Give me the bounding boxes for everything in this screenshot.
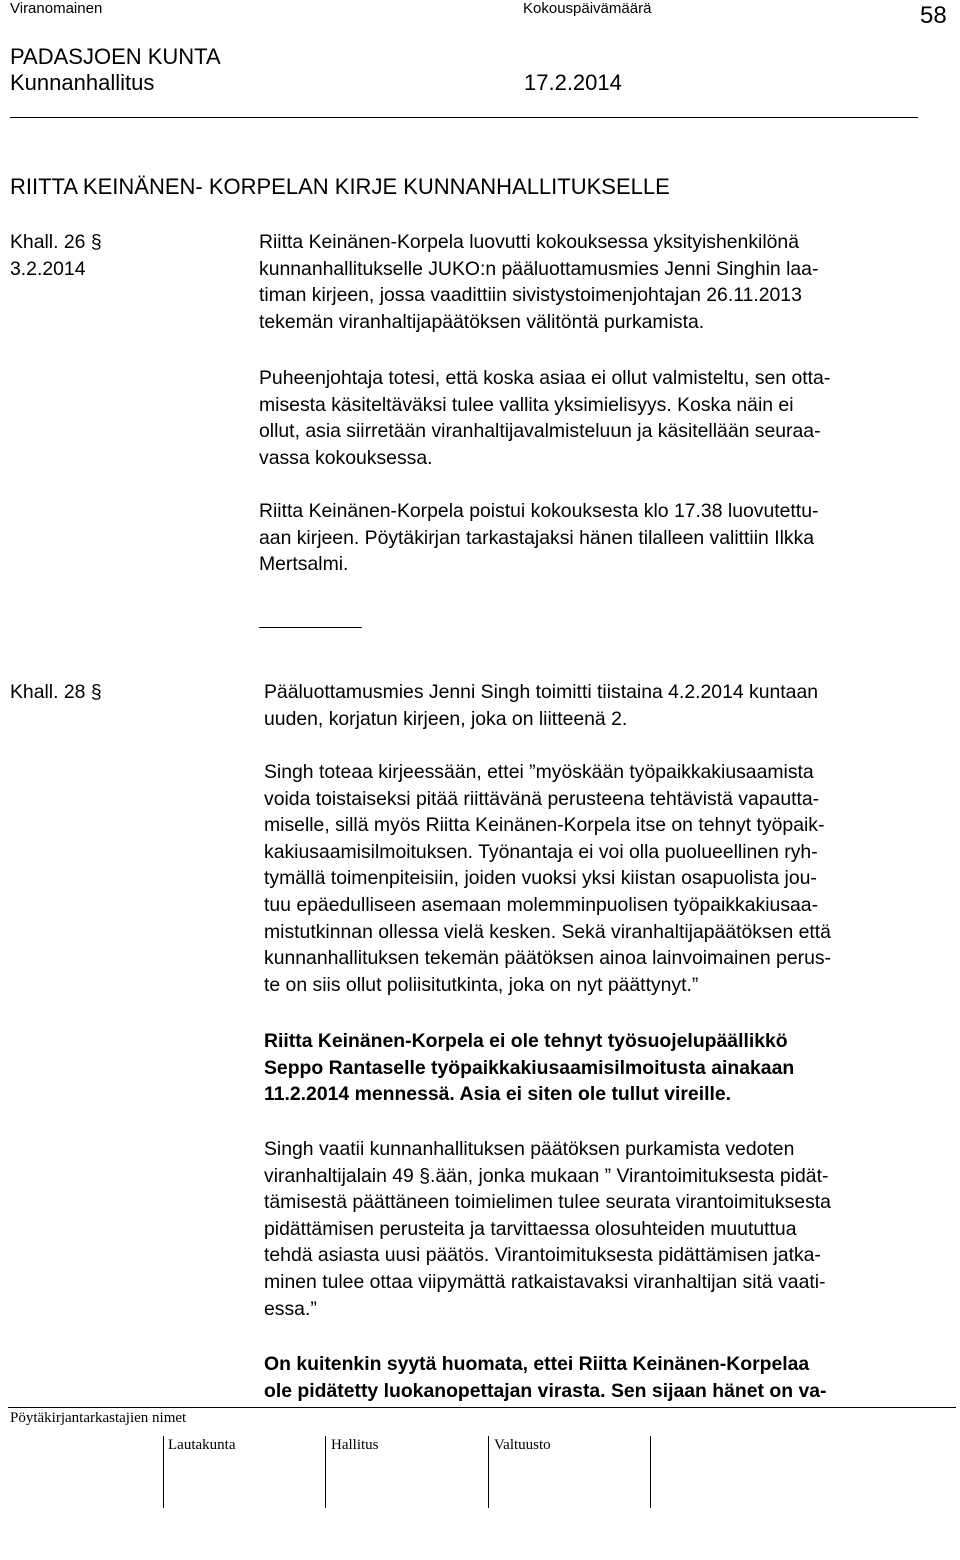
organization-name: PADASJOEN KUNTA bbox=[10, 44, 221, 69]
section-1-date: 3.2.2014 bbox=[10, 258, 86, 280]
governing-body: Kunnanhallitus bbox=[10, 70, 155, 95]
section-1-paragraph-3 bbox=[259, 498, 959, 578]
section-2-final-bold bbox=[264, 1351, 959, 1404]
text-line: Riitta Keinänen-Korpela luovutti kokouksessa yksityishenkilönä bbox=[259, 231, 799, 253]
text-line: miselle, sillä myös Riitta Keinänen-Korpela itse on tehnyt työpaik- bbox=[264, 814, 825, 837]
meeting-date: 17.2.2014 bbox=[524, 70, 622, 95]
text-line: mistutkinnan ollessa vielä kesken. Sekä viranhaltijapäätöksen että bbox=[264, 920, 831, 943]
text-line: tehdä asiasta uusi päätös. Virantoimituksesta pidättämisen jatka- bbox=[264, 1244, 821, 1267]
text-line: kunnanhallituksen tekemän päätöksen ainoa lainvoimainen perus- bbox=[264, 947, 832, 970]
header-authority-label: Viranomainen bbox=[10, 0, 103, 17]
text-line: Singh vaatii kunnanhallituksen päätöksen purkamista vedoten bbox=[264, 1138, 795, 1160]
text-line: tämisestä päättäneen toimielimen tulee seurata virantoimituksesta bbox=[264, 1191, 831, 1214]
text-line: timan kirjeen, jossa vaadittiin sivistystoimenjohtajan 26.11.2013 bbox=[259, 284, 802, 307]
text-line: vassa kokouksessa. bbox=[259, 446, 433, 469]
footer-column-divider bbox=[650, 1436, 651, 1508]
section-2-ref: Khall. 28 § bbox=[10, 681, 102, 703]
text-line: Pääluottamusmies Jenni Singh toimitti tiistaina 4.2.2014 kuntaan bbox=[264, 681, 819, 703]
text-line: aan kirjeen. Pöytäkirjan tarkastajaksi hänen tilalleen valittiin Ilkka bbox=[259, 526, 815, 549]
text-line: tymällä toimenpiteisiin, joiden vuoksi yksi kiistan osapuolista jou- bbox=[264, 867, 817, 890]
footer-column-lautakunta: Lautakunta bbox=[168, 1437, 236, 1453]
text-line: Mertsalmi. bbox=[259, 553, 349, 576]
text-line: Riitta Keinänen-Korpela ei ole tehnyt työsuojelupäällikkö bbox=[264, 1030, 788, 1052]
section-1-ref: Khall. 26 § bbox=[10, 231, 102, 253]
section-2-paragraph-1 bbox=[264, 679, 959, 732]
signatures-label: Pöytäkirjantarkastajien nimet bbox=[10, 1410, 187, 1426]
footer-column-hallitus: Hallitus bbox=[331, 1437, 379, 1453]
section-2-bold-paragraph bbox=[264, 1028, 959, 1108]
section-separator bbox=[259, 627, 362, 628]
text-line: tekemän viranhaltijapäätöksen välitöntä purkamista. bbox=[259, 310, 705, 333]
section-1-paragraph-1 bbox=[259, 229, 959, 335]
text-line: te on siis ollut poliisitutkinta, joka on nyt päättynyt.” bbox=[264, 973, 699, 996]
text-line: Seppo Rantaselle työpaikkakiusaamisilmoitusta ainakaan bbox=[264, 1056, 795, 1079]
text-line: ollut, asia siirretään viranhaltijavalmisteluun ja käsitellään seuraa- bbox=[259, 420, 821, 443]
footer-divider bbox=[8, 1407, 956, 1408]
text-line: voida toistaiseksi pitää riittävänä perusteena tehtävistä vapautta- bbox=[264, 787, 820, 810]
section-2-paragraph-2 bbox=[264, 759, 959, 998]
text-line: pidättämisen perusteita ja tarvittaessa olosuhteiden muututtua bbox=[264, 1217, 797, 1240]
header-divider bbox=[10, 117, 918, 118]
text-line: misesta käsiteltäväksi tulee vallita yksimielisyys. Koska näin ei bbox=[259, 393, 794, 416]
text-line: tuu epäedulliseen asemaan molemminpuolisen työpaikkakiusaa- bbox=[264, 893, 819, 916]
footer-column-divider bbox=[325, 1436, 326, 1508]
text-line: viranhaltijalain 49 §.ään, jonka mukaan ” Virantoimituksesta pidät- bbox=[264, 1164, 829, 1187]
text-line: uuden, korjatun kirjeen, joka on liitteenä 2. bbox=[264, 707, 628, 730]
text-line: ole pidätetty luokanopettajan virasta. Sen sijaan hänet on va- bbox=[264, 1379, 827, 1402]
text-line: On kuitenkin syytä huomata, ettei Riitta Keinänen-Korpelaa bbox=[264, 1353, 810, 1375]
text-line: 11.2.2014 mennessä. Asia ei siten ole tullut vireille. bbox=[264, 1083, 732, 1106]
text-line: kunnanhallitukselle JUKO:n pääluottamusmies Jenni Singhin laa- bbox=[259, 257, 819, 280]
text-line: kakiusaamisilmoituksen. Työnantaja ei voi olla puolueellinen ryh- bbox=[264, 840, 818, 863]
text-line: minen tulee ottaa viipymättä ratkaistavaksi viranhaltijan sitä vaati- bbox=[264, 1270, 826, 1293]
text-line: Riitta Keinänen-Korpela poistui kokouksesta klo 17.38 luovutettu- bbox=[259, 500, 819, 522]
footer-column-divider bbox=[163, 1436, 164, 1508]
section-1-paragraph-2 bbox=[259, 365, 959, 471]
footer-column-divider bbox=[488, 1436, 489, 1508]
text-line: Singh toteaa kirjeessään, ettei ”myöskään työpaikkakiusaamista bbox=[264, 761, 814, 783]
page-number: 58 bbox=[920, 2, 947, 29]
header-meeting-date-label: Kokouspäivämäärä bbox=[523, 0, 652, 17]
text-line: essa.” bbox=[264, 1297, 317, 1320]
footer-column-valtuusto: Valtuusto bbox=[494, 1437, 551, 1453]
text-line: Puheenjohtaja totesi, että koska asiaa ei ollut valmisteltu, sen otta- bbox=[259, 367, 831, 389]
document-title: RIITTA KEINÄNEN- KORPELAN KIRJE KUNNANHALLITUKSELLE bbox=[10, 174, 670, 199]
section-2-paragraph-3 bbox=[264, 1136, 959, 1322]
